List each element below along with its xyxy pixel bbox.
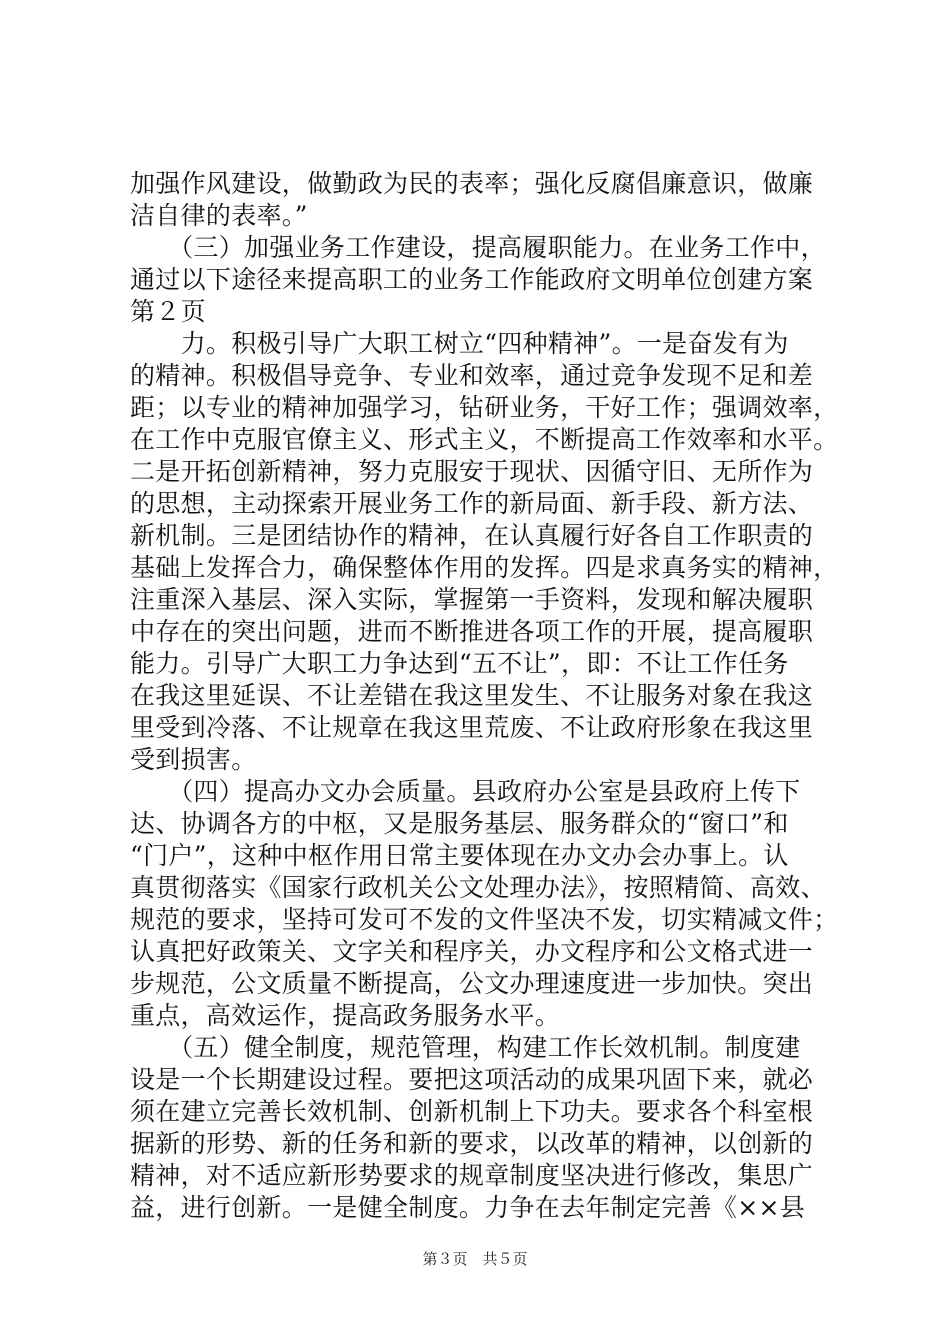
text-line: （五）健全制度，规范管理，构建工作长效机制。制度建 xyxy=(130,1033,801,1062)
document-body xyxy=(130,168,839,1224)
text-line: 基础上发挥合力，确保整体作用的发挥。四是求真务实的精神， xyxy=(130,553,839,582)
text-line: “门户”，这种中枢作用日常主要体现在办文办会办事上。认 xyxy=(130,841,789,870)
text-line: 通过以下途径来提高职工的业务工作能政府文明单位创建方案 xyxy=(130,265,814,294)
page-number-label: 第３页 共５页 xyxy=(422,1250,528,1268)
text-line: 认真把好政策关、文字关和程序关，办文程序和公文格式进一 xyxy=(130,937,814,966)
text-line: 重点，高效运作，提高政务服务水平。 xyxy=(130,1001,561,1030)
text-line: 在工作中克服官僚主义、形式主义，不断提高工作效率和水平。 xyxy=(130,425,839,454)
text-line: 里受到冷落、不让规章在我这里荒废、不让政府形象在我这里 xyxy=(130,713,814,742)
text-line: 须在建立完善长效机制、创新机制上下功夫。要求各个科室根 xyxy=(130,1097,814,1126)
text-line: 中存在的突出问题，进而不断推进各项工作的开展，提高履职 xyxy=(130,617,814,646)
text-line: 精神，对不适应新形势要求的规章制度坚决进行修改，集思广 xyxy=(130,1161,814,1190)
text-line: 的思想，主动探索开展业务工作的新局面、新手段、新方法、 xyxy=(130,489,814,518)
text-line: 益，进行创新。一是健全制度。力争在去年制定完善《××县 xyxy=(130,1193,805,1222)
text-line: 真贯彻落实《国家行政机关公文处理办法》，按照精简、高效、 xyxy=(130,873,826,902)
text-line: 据新的形势、新的任务和新的要求，以改革的精神，以创新的 xyxy=(130,1129,814,1158)
text-line: 二是开拓创新精神，努力克服安于现状、因循守旧、无所作为 xyxy=(130,457,814,486)
text-line: （三）加强业务工作建设，提高履职能力。在业务工作中， xyxy=(130,233,826,262)
text-line: 的精神。积极倡导竞争、专业和效率，通过竞争发现不足和差 xyxy=(130,361,814,390)
text-line: 新机制。三是团结协作的精神，在认真履行好各自工作职责的 xyxy=(130,521,814,550)
text-line: 能力。引导广大职工力争达到“五不让”，即：不让工作任务 xyxy=(130,649,789,678)
text-line: 设是一个长期建设过程。要把这项活动的成果巩固下来，就必 xyxy=(130,1065,814,1094)
text-line: 加强作风建设，做勤政为民的表率；强化反腐倡廉意识，做廉 xyxy=(130,169,814,198)
text-line: 洁自律的表率。” xyxy=(130,201,308,230)
text-line: 达、协调各方的中枢，又是服务基层、服务群众的“窗口”和 xyxy=(130,809,789,838)
text-line: 步规范，公文质量不断提高，公文办理速度进一步加快。突出 xyxy=(130,969,814,998)
text-line: 规范的要求，坚持可发可不发的文件坚决不发，切实精减文件； xyxy=(130,905,839,934)
text-line: 第２页 xyxy=(130,297,206,326)
text-line: 受到损害。 xyxy=(130,745,257,774)
text-line: 注重深入基层、深入实际，掌握第一手资料，发现和解决履职 xyxy=(130,585,814,614)
text-line: 力。积极引导广大职工树立“四种精神”。一是奋发有为 xyxy=(130,329,789,358)
text-line: （四）提高办文办会质量。县政府办公室是县政府上传下 xyxy=(130,777,801,806)
text-line: 距；以专业的精神加强学习，钻研业务，干好工作；强调效率， xyxy=(130,393,839,422)
page-footer xyxy=(0,1248,950,1269)
text-line: 在我这里延误、不让差错在我这里发生、不让服务对象在我这 xyxy=(130,681,814,710)
